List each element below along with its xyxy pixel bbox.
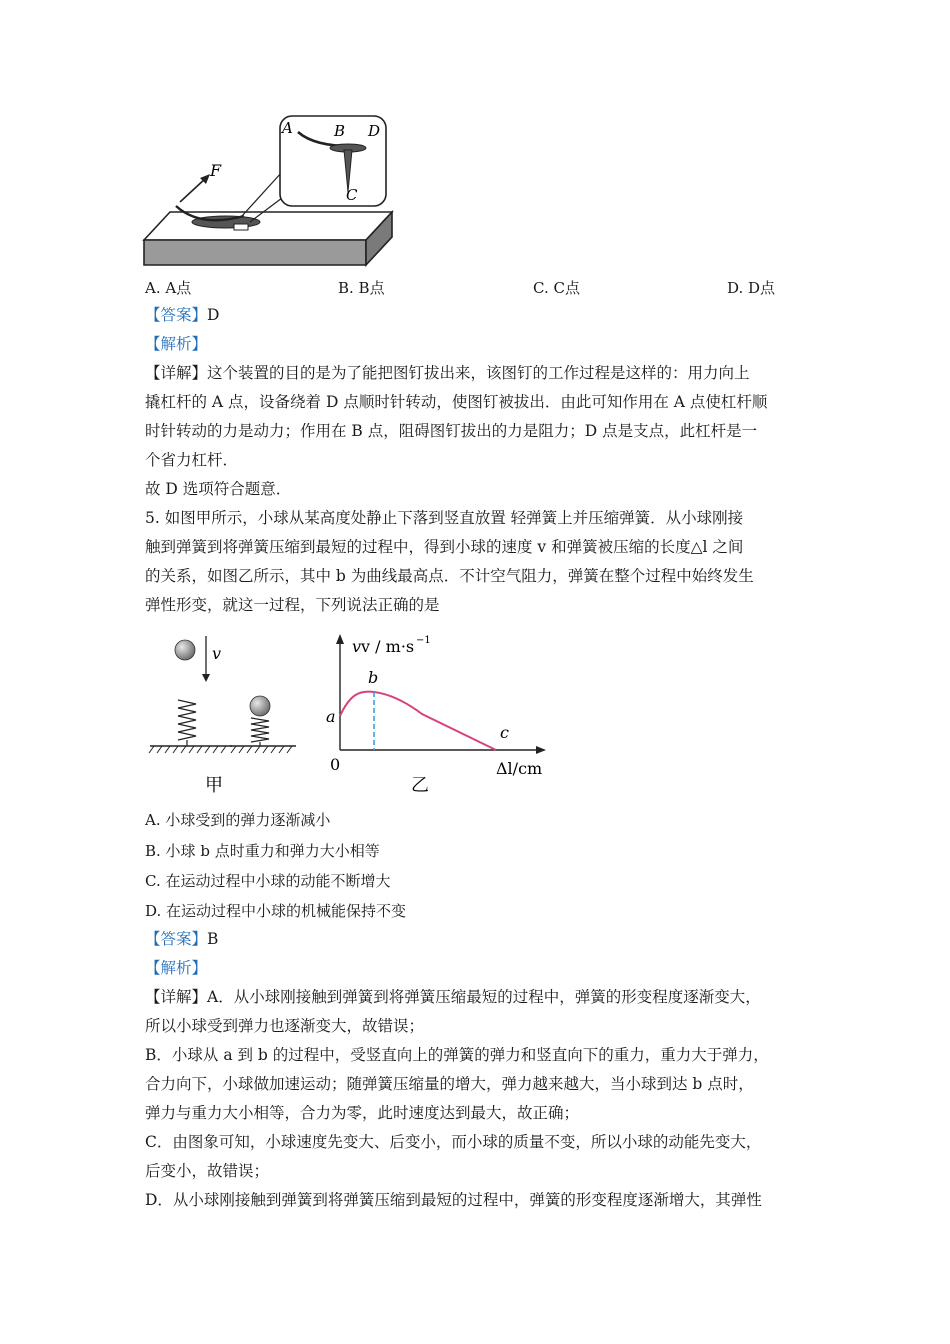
q5-option-b: B. 小球 b 点时重力和弹力大小相等 — [145, 842, 380, 860]
q5-analysis-tag: 【解析】 — [145, 959, 208, 977]
q4-detail-line: 撬杠杆的 A 点，设备绕着 D 点顺时针转动，使图钉被拔出．由此可知作用在 A 点使杠杆顺 — [145, 393, 768, 411]
answer-value: B — [207, 930, 219, 948]
q5-detail-line: C．由图象可知，小球速度先变大、后变小，而小球的质量不变，所以小球的动能先变大， — [145, 1133, 762, 1151]
q5-option-c: C. 在运动过程中小球的动能不断增大 — [145, 872, 391, 890]
point-c-label: C — [346, 186, 358, 204]
spring-uncompressed — [178, 700, 196, 746]
answer-tag: 【答案】 — [145, 306, 208, 324]
q5-option-d: D. 在运动过程中小球的机械能保持不变 — [145, 902, 407, 920]
q5-detail-line: D．从小球刚接触到弹簧到将弹簧压缩到最短的过程中，弹簧的形变程度逐渐增大，其弹性 — [145, 1191, 762, 1209]
falling-ball — [175, 640, 195, 660]
point-a-label: a — [326, 707, 336, 726]
point-d-label: D — [368, 122, 381, 140]
answer-tag: 【答案】 — [145, 930, 208, 948]
velocity-label: v — [212, 644, 222, 663]
figure-jia — [140, 628, 300, 798]
ball-on-spring — [250, 696, 270, 716]
detail-text: A．从小球刚接触到弹簧到将弹簧压缩最短的过程中，弹簧的形变程度逐渐变大， — [207, 988, 761, 1006]
figure-yi-caption: 乙 — [411, 775, 429, 796]
q4-detail-line: 故 D 选项符合题意． — [145, 480, 292, 498]
point-b-label: B — [334, 122, 346, 140]
spring-compressed — [251, 718, 269, 746]
force-label: F — [210, 161, 222, 180]
x-axis-label: Δl/cm — [496, 759, 543, 778]
q5-stem-line: 的关系，如图乙所示，其中 b 为曲线最高点．不计空气阻力，弹簧在整个过程中始终发生 — [145, 567, 754, 585]
q5-detail-line: 所以小球受到弹力也逐渐变大，故错误； — [145, 1017, 425, 1035]
q4-answer — [145, 305, 219, 325]
q5-detail-line: B．小球从 a 到 b 的过程中，受竖直向上的弹簧的弹力和竖直向下的重力，重力大于弹力， — [145, 1046, 769, 1064]
origin-label: 0 — [330, 755, 341, 774]
figure-yi — [320, 628, 560, 798]
q4-detail-line — [145, 363, 750, 383]
q5-answer — [145, 929, 218, 949]
point-b-label: b — [368, 668, 379, 687]
q5-stem-line: 5. 如图甲所示，小球从某高度处静止下落到竖直放置 轻弹簧上并压缩弹簧．从小球刚接 — [145, 509, 744, 527]
q5-option-a: A. 小球受到的弹力逐渐减小 — [145, 811, 331, 829]
y-axis-unit-exponent: −1 — [416, 635, 431, 646]
q5-detail-line: 后变小，故错误； — [145, 1162, 270, 1180]
q4-detail-line: 个省力杠杆． — [145, 451, 239, 469]
q5-detail-line: 弹力与重力大小相等，合力为零，此时速度达到最大，故正确； — [145, 1104, 580, 1122]
velocity-curve — [340, 692, 496, 750]
q5-detail-line — [145, 987, 761, 1007]
q4-option-a: A. A点 — [145, 279, 192, 297]
q4-option-d: D. D点 — [727, 279, 776, 297]
q5-stem-line: 弹性形变，就这一过程，下列说法正确的是 — [145, 596, 440, 614]
detail-tag: 【详解】 — [145, 988, 208, 1006]
point-c-label: c — [500, 723, 509, 742]
y-axis-label: vv / m·s — [352, 637, 415, 656]
detail-text: 这个装置的目的是为了能把图钉拔出来，该图钉的工作过程是这样的：用力向上 — [207, 364, 750, 382]
q4-option-b: B. B点 — [338, 279, 385, 297]
q5-detail-line: 合力向下，小球做加速运动；随弹簧压缩量的增大，弹力越来越大，当小球到达 b 点时， — [145, 1075, 754, 1093]
q4-option-c: C. C点 — [533, 279, 580, 297]
q4-analysis-tag: 【解析】 — [145, 335, 208, 353]
q5-stem-line: 触到弹簧到将弹簧压缩到最短的过程中，得到小球的速度 v 和弹簧被压缩的长度△l 之间 — [145, 538, 744, 556]
figure-jia-caption: 甲 — [205, 775, 223, 796]
lever-figure — [140, 112, 400, 272]
q4-detail-line: 时针转动的力是动力；作用在 B 点，阻碍图钉拔出的力是阻力；D 点是支点，此杠杆是一 — [145, 422, 758, 440]
detail-tag: 【详解】 — [145, 364, 208, 382]
answer-value: D — [207, 306, 220, 324]
point-a-label: A — [282, 119, 293, 137]
